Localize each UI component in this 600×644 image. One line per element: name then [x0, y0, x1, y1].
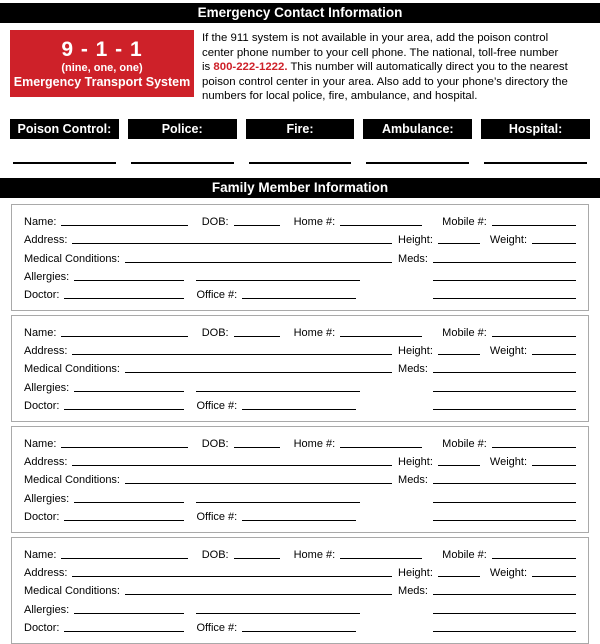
medical-conditions-field-line[interactable] [125, 482, 392, 484]
member-row-doctor [24, 506, 576, 524]
name-label: Name: [24, 548, 57, 561]
weight-field-line[interactable] [532, 242, 576, 244]
name-field-line[interactable] [61, 335, 187, 337]
member-row-allergies [24, 598, 576, 616]
home-phone-field-line[interactable] [340, 335, 422, 337]
paragraph-line: center phone number to your cell phone. The national, toll-free number [202, 46, 559, 59]
member-row-identity [24, 322, 576, 340]
name-label: Name: [24, 216, 57, 229]
doctor-field-line[interactable] [64, 297, 184, 299]
mobile-phone-field-line[interactable] [492, 224, 576, 226]
height-field-line[interactable] [438, 575, 480, 577]
allergies-field-line[interactable] [74, 612, 184, 614]
address-label: Address: [24, 567, 68, 580]
office-phone-label: Office #: [196, 621, 238, 634]
medical-conditions-label: Medical Conditions: [24, 585, 120, 598]
allergies-label: Allergies: [24, 381, 70, 394]
meds-continued-field-line[interactable] [433, 612, 576, 614]
meds-field-line[interactable] [433, 261, 576, 263]
family-members [11, 204, 589, 644]
mobile-phone-field-line[interactable] [492, 557, 576, 559]
allergies-field-line[interactable] [74, 390, 184, 392]
home-phone-label: Home #: [293, 438, 336, 451]
mobile-phone-field-line[interactable] [492, 446, 576, 448]
family-member-card [11, 315, 589, 422]
contact-label-fire: Fire: [246, 119, 355, 139]
office-phone-field-line[interactable] [242, 519, 356, 521]
police-field-line[interactable] [131, 162, 234, 164]
member-row-doctor [24, 395, 576, 413]
home-phone-field-line[interactable] [340, 446, 422, 448]
height-label: Height: [398, 234, 433, 247]
contact-label-hospital: Hospital: [481, 119, 590, 139]
name-field-line[interactable] [61, 224, 187, 226]
section-title-text: Family Member Information [211, 179, 389, 195]
family-member-card [11, 204, 589, 311]
doctor-label: Doctor: [24, 621, 60, 634]
height-field-line[interactable] [438, 242, 480, 244]
doctor-field-line[interactable] [64, 519, 184, 521]
member-row-medical [24, 358, 576, 376]
poison-control-paragraph [202, 30, 590, 104]
office-phone-label: Office #: [196, 510, 238, 523]
member-row-address [24, 229, 576, 247]
paragraph-text: This number will automatically direct you to the nearest [287, 61, 568, 74]
address-field-line[interactable] [72, 464, 392, 466]
height-field-line[interactable] [438, 464, 480, 466]
member-row-address [24, 340, 576, 358]
911-badge [10, 30, 194, 97]
mobile-phone-label: Mobile #: [442, 327, 487, 340]
weight-field-line[interactable] [532, 353, 576, 355]
meds-field-line[interactable] [433, 593, 576, 595]
meds-label: Meds: [398, 252, 428, 265]
member-row-medical [24, 247, 576, 265]
weight-label: Weight: [489, 567, 527, 580]
medical-conditions-field-line[interactable] [125, 261, 392, 263]
meds-label: Meds: [398, 474, 428, 487]
meds-continued-field-line[interactable] [433, 390, 576, 392]
medical-conditions-field-line[interactable] [125, 593, 392, 595]
dob-label: DOB: [201, 438, 229, 451]
doctor-label: Doctor: [24, 510, 60, 523]
dob-field-line[interactable] [234, 557, 280, 559]
name-field-line[interactable] [61, 446, 187, 448]
section-title-emergency-contact [0, 3, 600, 23]
allergies-continued-field-line[interactable] [196, 390, 360, 392]
dob-field-line[interactable] [234, 335, 280, 337]
address-label: Address: [24, 345, 68, 358]
hospital-field-line[interactable] [484, 162, 587, 164]
contact-label-ambulance: Ambulance: [363, 119, 472, 139]
allergies-label: Allergies: [24, 270, 70, 283]
doctor-label: Doctor: [24, 399, 60, 412]
911-words: (nine, one, one) [61, 61, 143, 74]
address-label: Address: [24, 234, 68, 247]
home-phone-field-line[interactable] [340, 224, 422, 226]
meds-continued-field-line[interactable] [433, 519, 576, 521]
medical-conditions-label: Medical Conditions: [24, 252, 120, 265]
dob-label: DOB: [201, 548, 229, 561]
ambulance-field-line[interactable] [366, 162, 469, 164]
section-title-text: Emergency Contact Information [197, 5, 403, 20]
poison-control-phone-number: 800-222-1222. [213, 61, 288, 74]
dob-label: DOB: [201, 327, 229, 340]
address-label: Address: [24, 456, 68, 469]
weight-label: Weight: [489, 345, 527, 358]
meds-label: Meds: [398, 363, 428, 376]
poison-control-field-line[interactable] [13, 162, 116, 164]
home-phone-label: Home #: [293, 548, 336, 561]
911-number: 9 - 1 - 1 [61, 37, 143, 61]
weight-label: Weight: [489, 234, 527, 247]
member-row-doctor [24, 284, 576, 302]
name-field-line[interactable] [61, 557, 187, 559]
office-phone-field-line[interactable] [242, 297, 356, 299]
contact-label-police: Police: [128, 119, 237, 139]
home-phone-label: Home #: [293, 216, 336, 229]
member-row-identity [24, 211, 576, 229]
office-phone-field-line[interactable] [242, 408, 356, 410]
home-phone-field-line[interactable] [340, 557, 422, 559]
member-row-address [24, 451, 576, 469]
office-phone-label: Office #: [196, 288, 238, 301]
meds-continued-field-line[interactable] [433, 408, 576, 410]
weight-field-line[interactable] [532, 575, 576, 577]
height-label: Height: [398, 567, 433, 580]
allergies-label: Allergies: [24, 492, 70, 505]
allergies-label: Allergies: [24, 603, 70, 616]
dob-field-line[interactable] [234, 446, 280, 448]
office-phone-field-line[interactable] [242, 630, 356, 632]
paragraph-text: is [202, 61, 214, 74]
paragraph-line: numbers for local police, fire, ambulance, and hospital. [202, 90, 478, 103]
doctor-field-line[interactable] [64, 630, 184, 632]
meds-field-line[interactable] [433, 482, 576, 484]
meds-continued-field-line[interactable] [433, 501, 576, 503]
doctor-field-line[interactable] [64, 408, 184, 410]
member-row-identity [24, 433, 576, 451]
paragraph-line [202, 60, 590, 75]
home-phone-label: Home #: [293, 327, 336, 340]
dob-field-line[interactable] [234, 224, 280, 226]
member-row-medical [24, 469, 576, 487]
weight-field-line[interactable] [532, 464, 576, 466]
family-member-card [11, 426, 589, 533]
mobile-phone-field-line[interactable] [492, 335, 576, 337]
mobile-phone-label: Mobile #: [442, 438, 487, 451]
allergies-field-line[interactable] [74, 501, 184, 503]
address-field-line[interactable] [72, 242, 392, 244]
allergies-field-line[interactable] [74, 279, 184, 281]
family-member-card [11, 537, 589, 644]
meds-continued-field-line[interactable] [433, 630, 576, 632]
mobile-phone-label: Mobile #: [442, 548, 487, 561]
height-label: Height: [398, 345, 433, 358]
member-row-allergies [24, 266, 576, 284]
fire-field-line[interactable] [249, 162, 352, 164]
member-row-allergies [24, 376, 576, 394]
height-label: Height: [398, 456, 433, 469]
contact-fill-line-row [10, 162, 590, 164]
mobile-phone-label: Mobile #: [442, 216, 487, 229]
height-field-line[interactable] [438, 353, 480, 355]
contact-label-poison-control: Poison Control: [10, 119, 119, 139]
member-row-medical [24, 580, 576, 598]
office-phone-label: Office #: [196, 399, 238, 412]
dob-label: DOB: [201, 216, 229, 229]
medical-conditions-label: Medical Conditions: [24, 474, 120, 487]
name-label: Name: [24, 438, 57, 451]
medical-conditions-field-line[interactable] [125, 371, 392, 373]
member-row-address [24, 562, 576, 580]
emergency-contacts-section [10, 119, 590, 164]
section-title-family-member [0, 178, 600, 198]
paragraph-line: poison control center in your area. Also add to your phone’s directory the [202, 75, 568, 88]
member-row-identity [24, 544, 576, 562]
meds-continued-field-line[interactable] [433, 279, 576, 281]
paragraph-line: If the 911 system is not available in your area, add the poison control [202, 32, 549, 44]
meds-label: Meds: [398, 585, 428, 598]
member-row-doctor [24, 617, 576, 635]
allergies-continued-field-line[interactable] [196, 612, 360, 614]
meds-continued-field-line[interactable] [433, 297, 576, 299]
address-field-line[interactable] [72, 353, 392, 355]
allergies-continued-field-line[interactable] [196, 279, 360, 281]
contact-label-row [10, 119, 590, 139]
medical-conditions-label: Medical Conditions: [24, 363, 120, 376]
doctor-label: Doctor: [24, 288, 60, 301]
address-field-line[interactable] [72, 575, 392, 577]
emergency-contact-form-page [0, 3, 600, 634]
member-row-allergies [24, 487, 576, 505]
911-system-label: Emergency Transport System [13, 74, 191, 89]
emergency-info-section [10, 30, 590, 104]
allergies-continued-field-line[interactable] [196, 501, 360, 503]
meds-field-line[interactable] [433, 371, 576, 373]
weight-label: Weight: [489, 456, 527, 469]
name-label: Name: [24, 327, 57, 340]
